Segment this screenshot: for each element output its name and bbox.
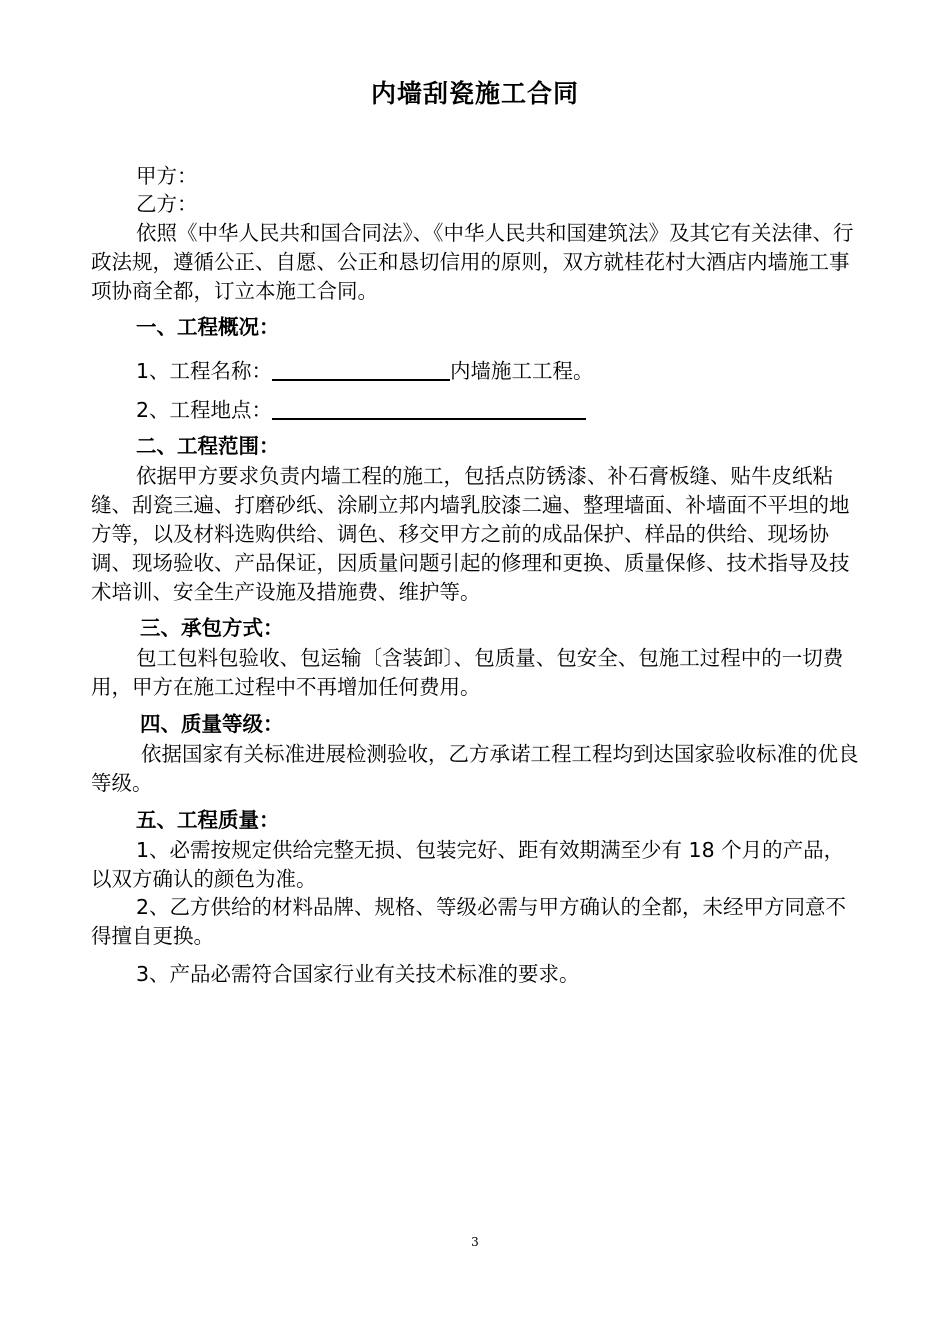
section-5-item-1: 1、必需按规定供给完整无损、包装完好、距有效期满至少有 18 个月的产品，以双方确认的颜色为准。 [91,838,845,891]
section-5-heading: 五、工程质量： [136,808,280,832]
intro-paragraph: 依照《中华人民共和国合同法》、《中华人民共和国建筑法》及其它有关法律、行政法规，遵循公正、自愿、公正和恳切信用的原则，双方就桂花村大酒店内墙施工事项协商全都，订立本施工合同。 [91,221,854,303]
section-3-heading: 三、承包方式： [140,616,284,640]
section-4-body: 依据国家有关标准进展检测验收，乙方承诺工程工程均到达国家验收标准的优良等级。 [91,742,859,795]
project-name-suffix: 内墙施工工程。 [450,359,594,383]
project-name-row [136,352,594,386]
section-1-heading: 一、工程概况： [136,315,280,339]
section-5-item-2: 2、乙方供给的材料品牌、规格、等级必需与甲方确认的全都，未经甲方同意不得擅自更换。 [91,895,847,948]
project-name-blank [272,355,450,381]
document-title: 内墙刮瓷施工合同 [370,79,579,108]
page-number: 3 [471,1235,479,1249]
section-5-item-3: 3、产品必需符合国家行业有关技术标准的要求。 [136,962,580,986]
party-a-label: 甲方： [136,164,198,188]
section-3-body: 包工包料包验收、包运输〔含装卸〕、包质量、包安全、包施工过程中的一切费用，甲方在施工过程中不再增加任何费用。 [91,646,844,699]
project-location-label: 2、工程地点： [136,398,273,422]
project-location-row [136,391,586,425]
section-2-heading: 二、工程范围： [136,434,280,458]
party-b-label: 乙方： [136,192,198,216]
project-name-label: 1、工程名称： [136,359,273,383]
section-2-body: 依据甲方要求负责内墙工程的施工，包括点防锈漆、补石膏板缝、贴牛皮纸粘缝、刮瓷三遍、打磨砂纸、涂刷立邦内墙乳胶漆二遍、整理墙面、补墙面不平坦的地方等，以及材料选购供给、调色、移交甲方之前的成品保护、样品的供给、现场协调、现场验收、产品保证，因质量问题引起的修理和更换、质量保修、技术指导及技术培训、安全生产设施及措施费、维护等。 [91,464,850,604]
section-4-heading: 四、质量等级： [140,712,284,736]
project-location-blank [272,394,586,420]
